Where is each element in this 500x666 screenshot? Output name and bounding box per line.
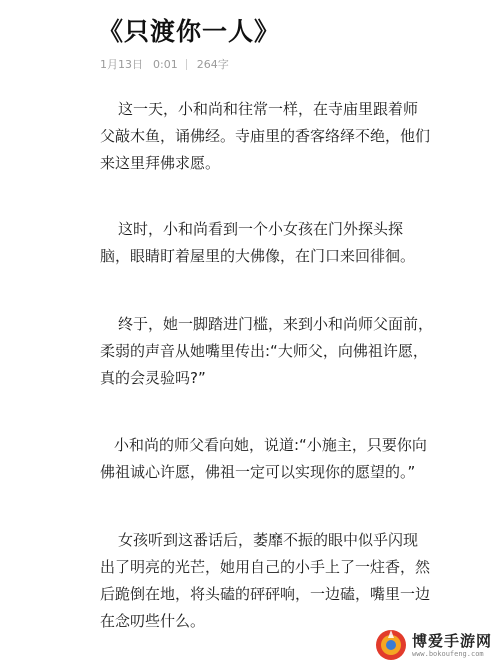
paragraph-line: 后跪倒在地，将头磕的砰砰响，一边磕，嘴里一边 <box>100 585 431 603</box>
paragraph-line: 小和尚的师父看向她，说道:“小施主，只要你向 <box>114 436 427 454</box>
paragraph-line: 来这里拜佛求愿。 <box>100 154 221 172</box>
paragraph-line: 这一天，小和尚和往常一样，在寺庙里跟着师 <box>118 100 419 118</box>
paragraph-line: 这时，小和尚看到一个小女孩在门外探头探 <box>118 220 404 238</box>
paragraph-5 <box>100 527 431 635</box>
publish-time: 0:01 <box>153 57 178 71</box>
meta-divider <box>186 59 187 70</box>
article-meta <box>100 56 229 72</box>
watermark-text <box>412 632 492 658</box>
site-logo-icon <box>374 628 408 662</box>
paragraph-line: 佛祖诚心许愿，佛祖一定可以实现你的愿望的。” <box>100 463 416 481</box>
paragraph-line: 真的会灵验吗?” <box>100 369 206 387</box>
watermark-site-name: 博爱手游网 <box>411 632 492 650</box>
paragraph-line: 在念叨些什么。 <box>100 612 206 630</box>
paragraph-line: 女孩听到这番话后，萎靡不振的眼中似乎闪现 <box>118 531 419 549</box>
paragraph-line: 柔弱的声音从她嘴里传出:“大师父，向佛祖许愿， <box>100 342 428 360</box>
paragraph-2 <box>100 216 418 270</box>
word-count: 264字 <box>196 58 229 71</box>
paragraph-line: 脑，眼睛盯着屋里的大佛像，在门口来回徘徊。 <box>100 247 416 265</box>
site-watermark <box>374 628 492 662</box>
paragraph-4 <box>100 432 427 486</box>
paragraph-1 <box>100 96 431 177</box>
paragraph-line: 终于，她一脚踏进门槛，来到小和尚师父面前， <box>118 315 434 333</box>
article-title: 《只渡你一人》 <box>98 17 281 46</box>
watermark-site-url: www.bokoufeng.com <box>411 650 484 658</box>
paragraph-line: 出了明亮的光芒，她用自己的小手上了一炷香，然 <box>100 558 431 576</box>
paragraph-3 <box>100 311 434 392</box>
paragraph-line: 父敲木鱼，诵佛经。寺庙里的香客络绎不绝，他们 <box>100 127 431 145</box>
publish-date: 1月13日 <box>100 58 143 71</box>
